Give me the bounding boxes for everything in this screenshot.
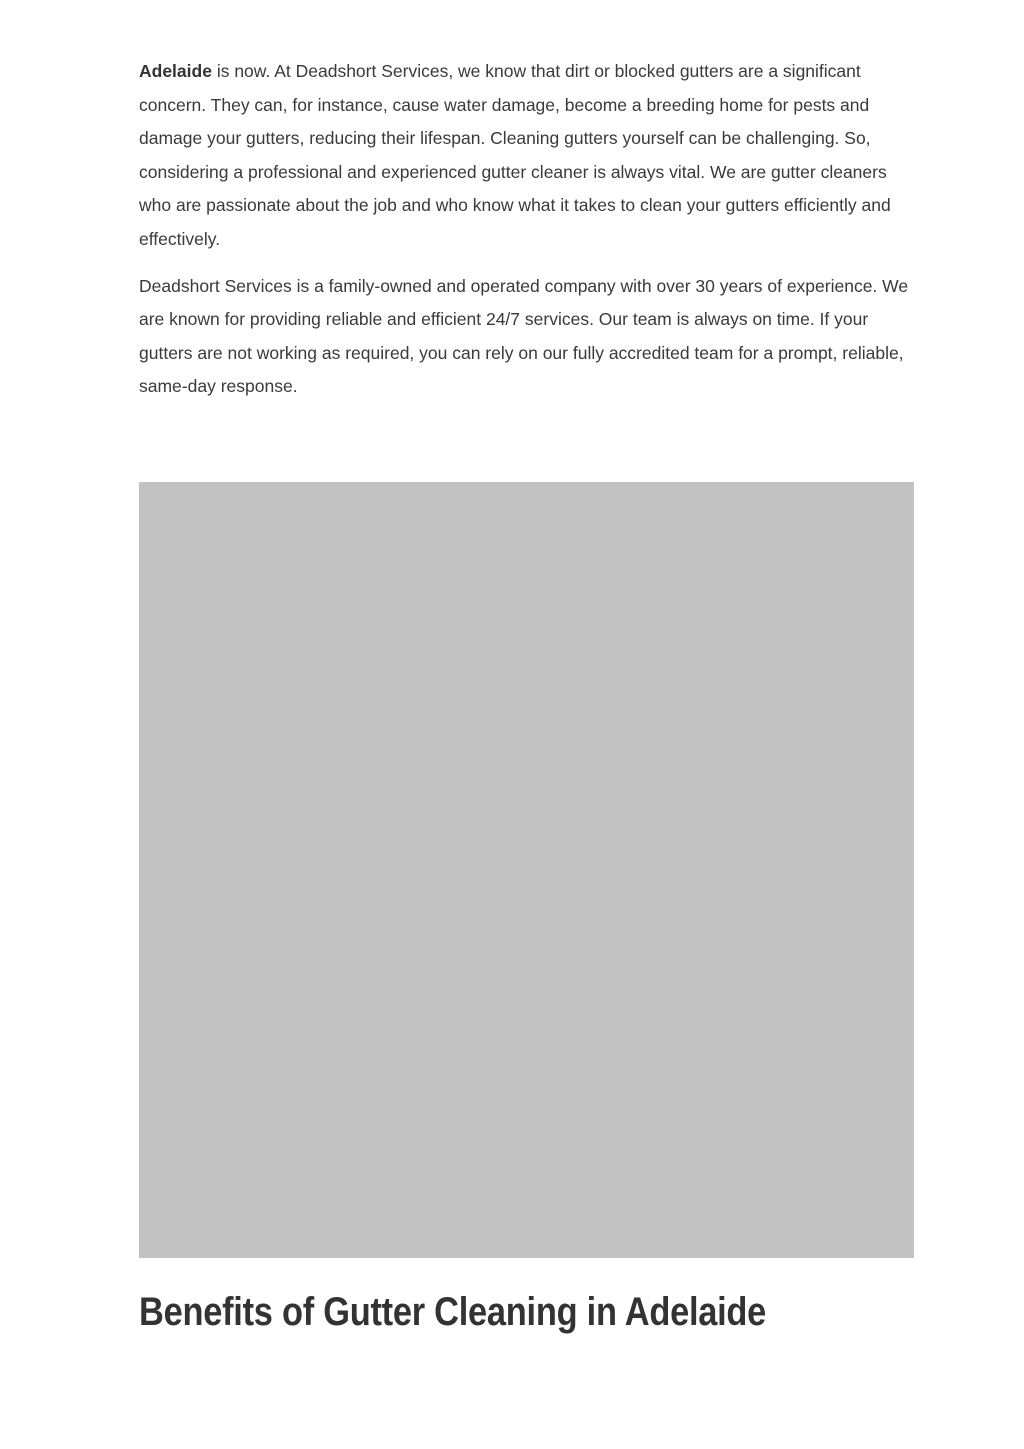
article-image [139, 482, 914, 1258]
company-paragraph: Deadshort Services is a family-owned and operated company with over 30 years of experience. We are known for providing reliable and efficient 24/7 services. Our team is always on time. If your gutters are not working as required, you can rely on our fully accredited team for a prompt, reliable, same-day response. [139, 275, 909, 397]
intro-bold-lead: Adelaide [139, 61, 212, 81]
section-heading: Benefits of Gutter Cleaning in Adelaide [139, 1290, 767, 1334]
intro-text: is now. At Deadshort Services, we know that dirt or blocked gutters are a significant concern. They can, for instance, cause water damage, become a breeding home for pests and damage your gutters, reducing their lifespan. Cleaning gutters yourself can be challenging. So, considering a professional and experienced gutter cleaner is always vital. We are gutter cleaners who are passionate about the job and who know what it takes to clean your gutters efficiently and effectively. [139, 61, 891, 249]
article-body [139, 55, 914, 404]
intro-paragraph [139, 55, 914, 257]
